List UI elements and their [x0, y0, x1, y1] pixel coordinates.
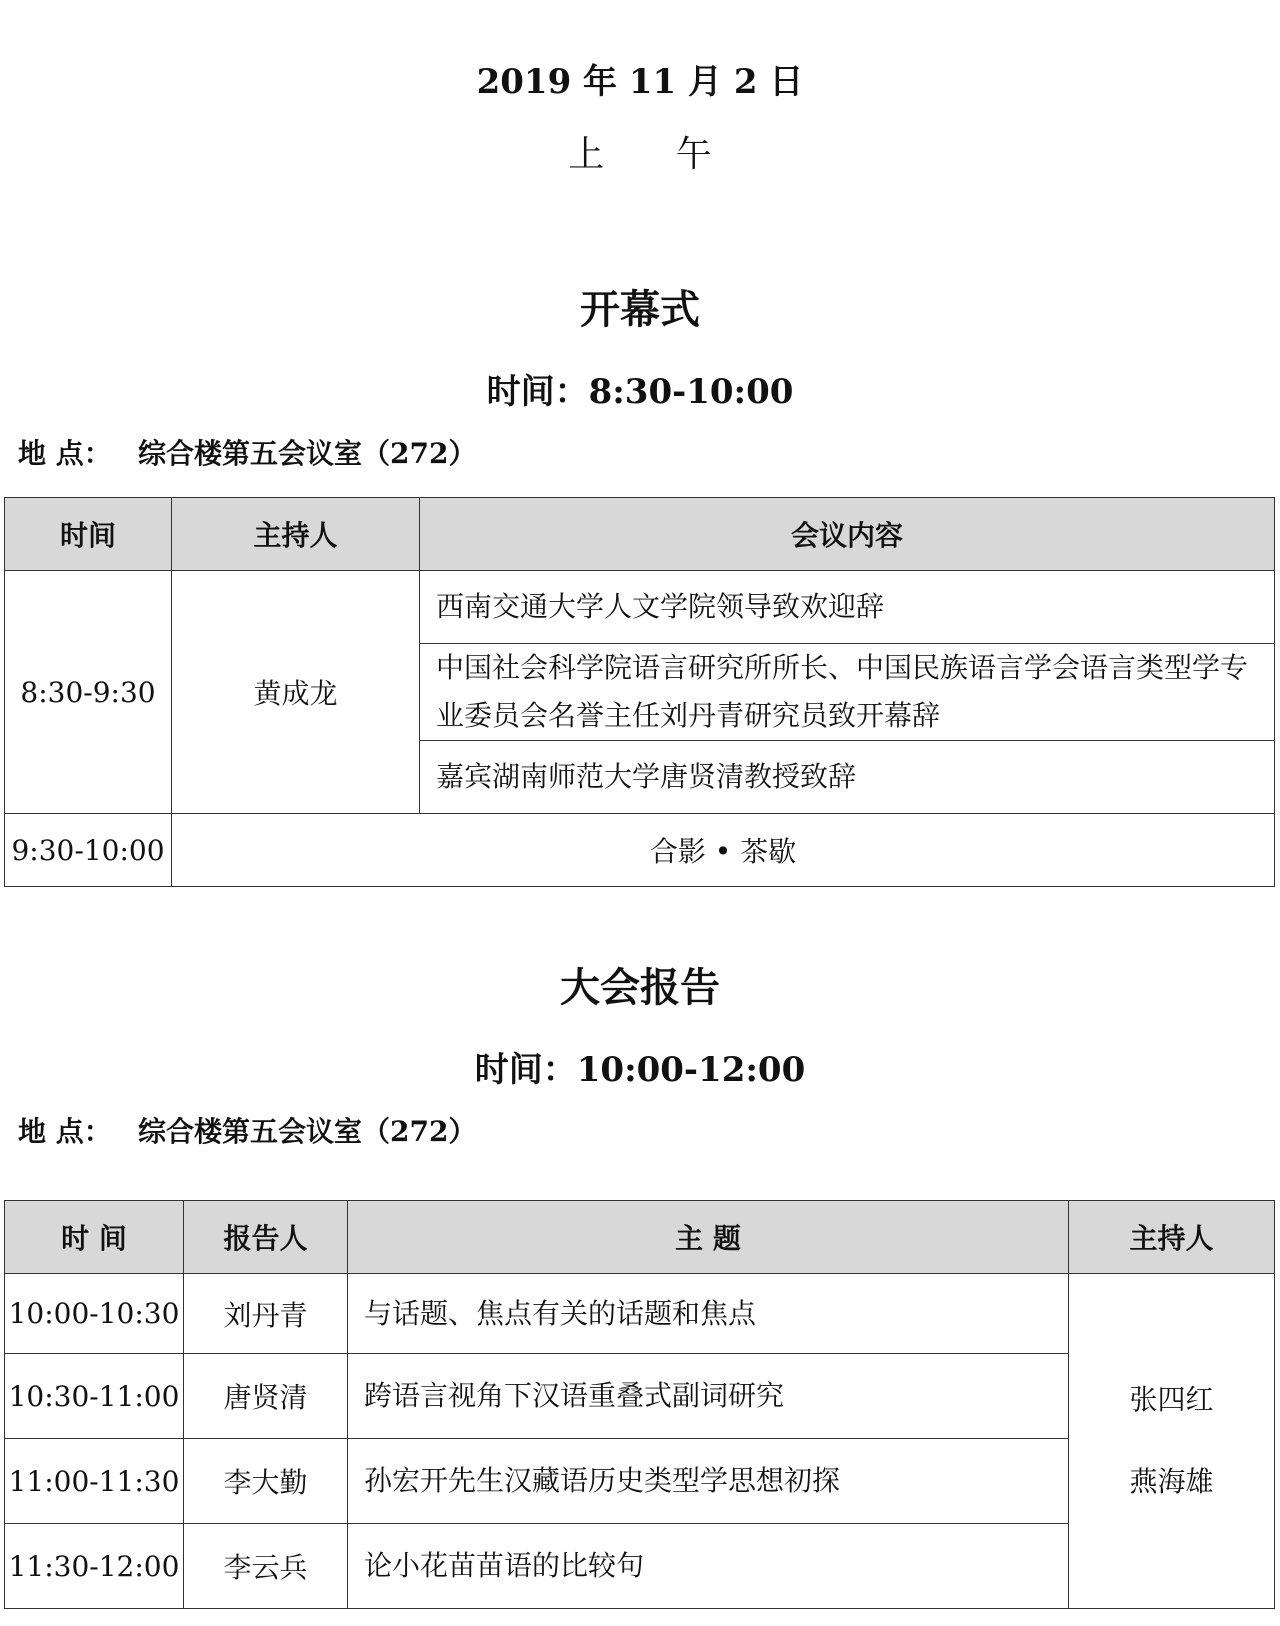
- table-header-row: [5, 498, 1275, 571]
- block2-time: 9:30-10:00: [5, 814, 172, 887]
- opening-location: [18, 432, 476, 472]
- row-topic: 与话题、焦点有关的话题和焦点: [348, 1274, 1069, 1354]
- host-name: 张四红: [1129, 1383, 1214, 1416]
- row-topic: 跨语言视角下汉语重叠式副词研究: [348, 1354, 1069, 1439]
- row-speaker: 唐贤清: [184, 1354, 348, 1439]
- opening-title: 开幕式: [580, 286, 700, 333]
- row-topic: 孙宏开先生汉藏语历史类型学思想初探: [348, 1439, 1069, 1524]
- col-header-speaker: 报告人: [184, 1201, 348, 1274]
- host-name: 燕海雄: [1129, 1465, 1214, 1498]
- plenary-location: [18, 1110, 476, 1150]
- row-speaker: 李云兵: [184, 1524, 348, 1609]
- col-header-time: 时间: [5, 498, 172, 571]
- row-time: 11:00-11:30: [5, 1439, 184, 1524]
- table-row: [5, 571, 1275, 644]
- plenary-table: [4, 1200, 1275, 1609]
- block1-time: 8:30-9:30: [5, 571, 172, 814]
- block1-item: 西南交通大学人文学院领导致欢迎辞: [420, 571, 1275, 644]
- col-header-host: 主持人: [1069, 1201, 1275, 1274]
- block1-host: 黄成龙: [172, 571, 420, 814]
- row-time: 10:30-11:00: [5, 1354, 184, 1439]
- location-label: 地 点：: [18, 1115, 112, 1148]
- block1-item: 嘉宾湖南师范大学唐贤清教授致辞: [420, 741, 1275, 814]
- plenary-title: 大会报告: [560, 964, 720, 1011]
- row-speaker: 刘丹青: [184, 1274, 348, 1354]
- row-time: 11:30-12:00: [5, 1524, 184, 1609]
- col-header-topic: 主 题: [348, 1201, 1069, 1274]
- row-speaker: 李大勤: [184, 1439, 348, 1524]
- opening-time: 时间：8:30-10:00: [486, 372, 794, 412]
- col-header-host: 主持人: [172, 498, 420, 571]
- col-header-time: 时 间: [5, 1201, 184, 1274]
- col-header-content: 会议内容: [420, 498, 1275, 571]
- table-row: [5, 814, 1275, 887]
- date-heading: 2019 年 11 月 2 日: [476, 62, 804, 102]
- plenary-time: 时间：10:00-12:00: [474, 1050, 806, 1090]
- location-value: 综合楼第五会议室（272）: [138, 1115, 477, 1148]
- location-label: 地 点：: [18, 437, 112, 470]
- hosts-cell: [1069, 1274, 1275, 1609]
- table-header-row: [5, 1201, 1275, 1274]
- table-row: [5, 1274, 1275, 1354]
- block2-content: 合影 • 茶歇: [172, 814, 1275, 887]
- block1-item: 中国社会科学院语言研究所所长、中国民族语言学会语言类型学专业委员会名誉主任刘丹青研究员致开幕辞: [420, 644, 1275, 741]
- period-heading: 上 午: [568, 134, 742, 175]
- row-time: 10:00-10:30: [5, 1274, 184, 1354]
- opening-table: [4, 497, 1275, 887]
- location-value: 综合楼第五会议室（272）: [138, 437, 477, 470]
- row-topic: 论小花苗苗语的比较句: [348, 1524, 1069, 1609]
